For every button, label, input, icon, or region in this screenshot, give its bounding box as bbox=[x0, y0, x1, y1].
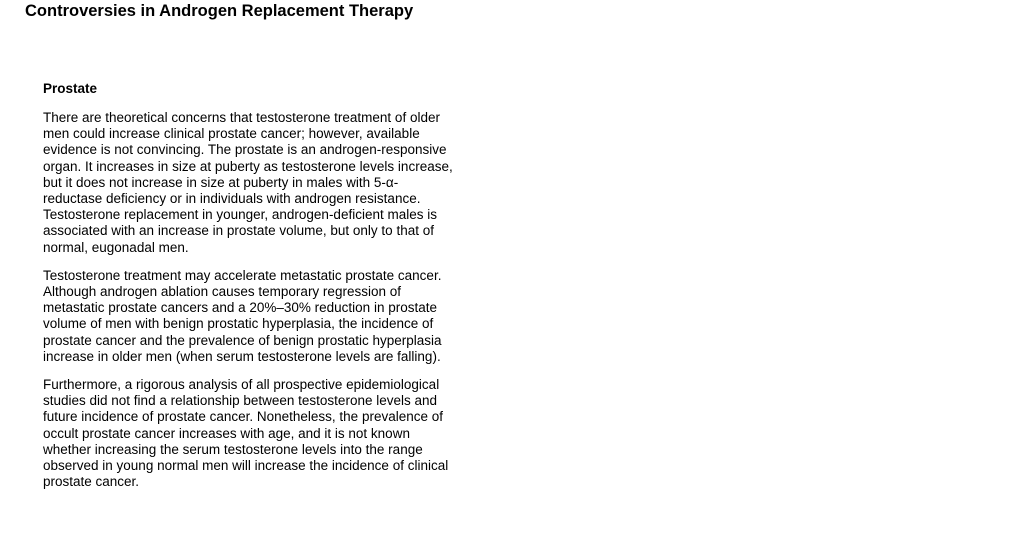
paragraph-3 bbox=[43, 377, 493, 490]
text-line: future incidence of prostate cancer. Nonetheless, the prevalence of bbox=[43, 409, 443, 425]
text-line: Testosterone replacement in younger, androgen-deficient males is bbox=[43, 207, 437, 223]
text-line: associated with an increase in prostate volume, but only to that of bbox=[43, 223, 434, 239]
text-line: whether increasing the serum testosterone levels into the range bbox=[43, 441, 423, 457]
text-line: volume of men with benign prostatic hyperplasia, the incidence of bbox=[43, 316, 434, 332]
text-line: reductase deficiency or in individuals with androgen resistance. bbox=[43, 191, 421, 207]
section-heading: Prostate bbox=[43, 81, 98, 96]
text-line: prostate cancer. bbox=[43, 474, 140, 490]
text-line: observed in young normal men will increase the incidence of clinical bbox=[43, 458, 449, 474]
text-line: normal, eugonadal men. bbox=[43, 239, 189, 255]
text-line: metastatic prostate cancers and a 20%–30% reduction in prostate bbox=[43, 300, 437, 316]
document-title: Controversies in Androgen Replacement Therapy bbox=[25, 2, 414, 20]
text-line: but it does not increase in size at puberty in males with 5-α- bbox=[43, 174, 399, 190]
text-line: Furthermore, a rigorous analysis of all prospective epidemiological bbox=[43, 377, 440, 393]
text-line: Although androgen ablation causes temporary regression of bbox=[43, 284, 401, 300]
text-line: prostate cancer and the prevalence of benign prostatic hyperplasia bbox=[43, 332, 442, 348]
text-line: occult prostate cancer increases with age, and it is not known bbox=[43, 425, 410, 441]
paragraph-1 bbox=[43, 110, 493, 256]
text-line: evidence is not convincing. The prostate is an androgen-responsive bbox=[43, 142, 447, 158]
section-prostate bbox=[43, 80, 493, 502]
text-line: increase in older men (when serum testosterone levels are falling). bbox=[43, 348, 441, 364]
text-line: studies did not find a relationship between testosterone levels and bbox=[43, 393, 438, 409]
text-line: Testosterone treatment may accelerate metastatic prostate cancer. bbox=[43, 267, 442, 283]
text-line: There are theoretical concerns that testosterone treatment of older bbox=[43, 110, 440, 125]
text-line: men could increase clinical prostate cancer; however, available bbox=[43, 126, 420, 142]
text-line: organ. It increases in size at puberty as testosterone levels increase, bbox=[43, 158, 453, 174]
paragraph-2 bbox=[43, 268, 493, 365]
